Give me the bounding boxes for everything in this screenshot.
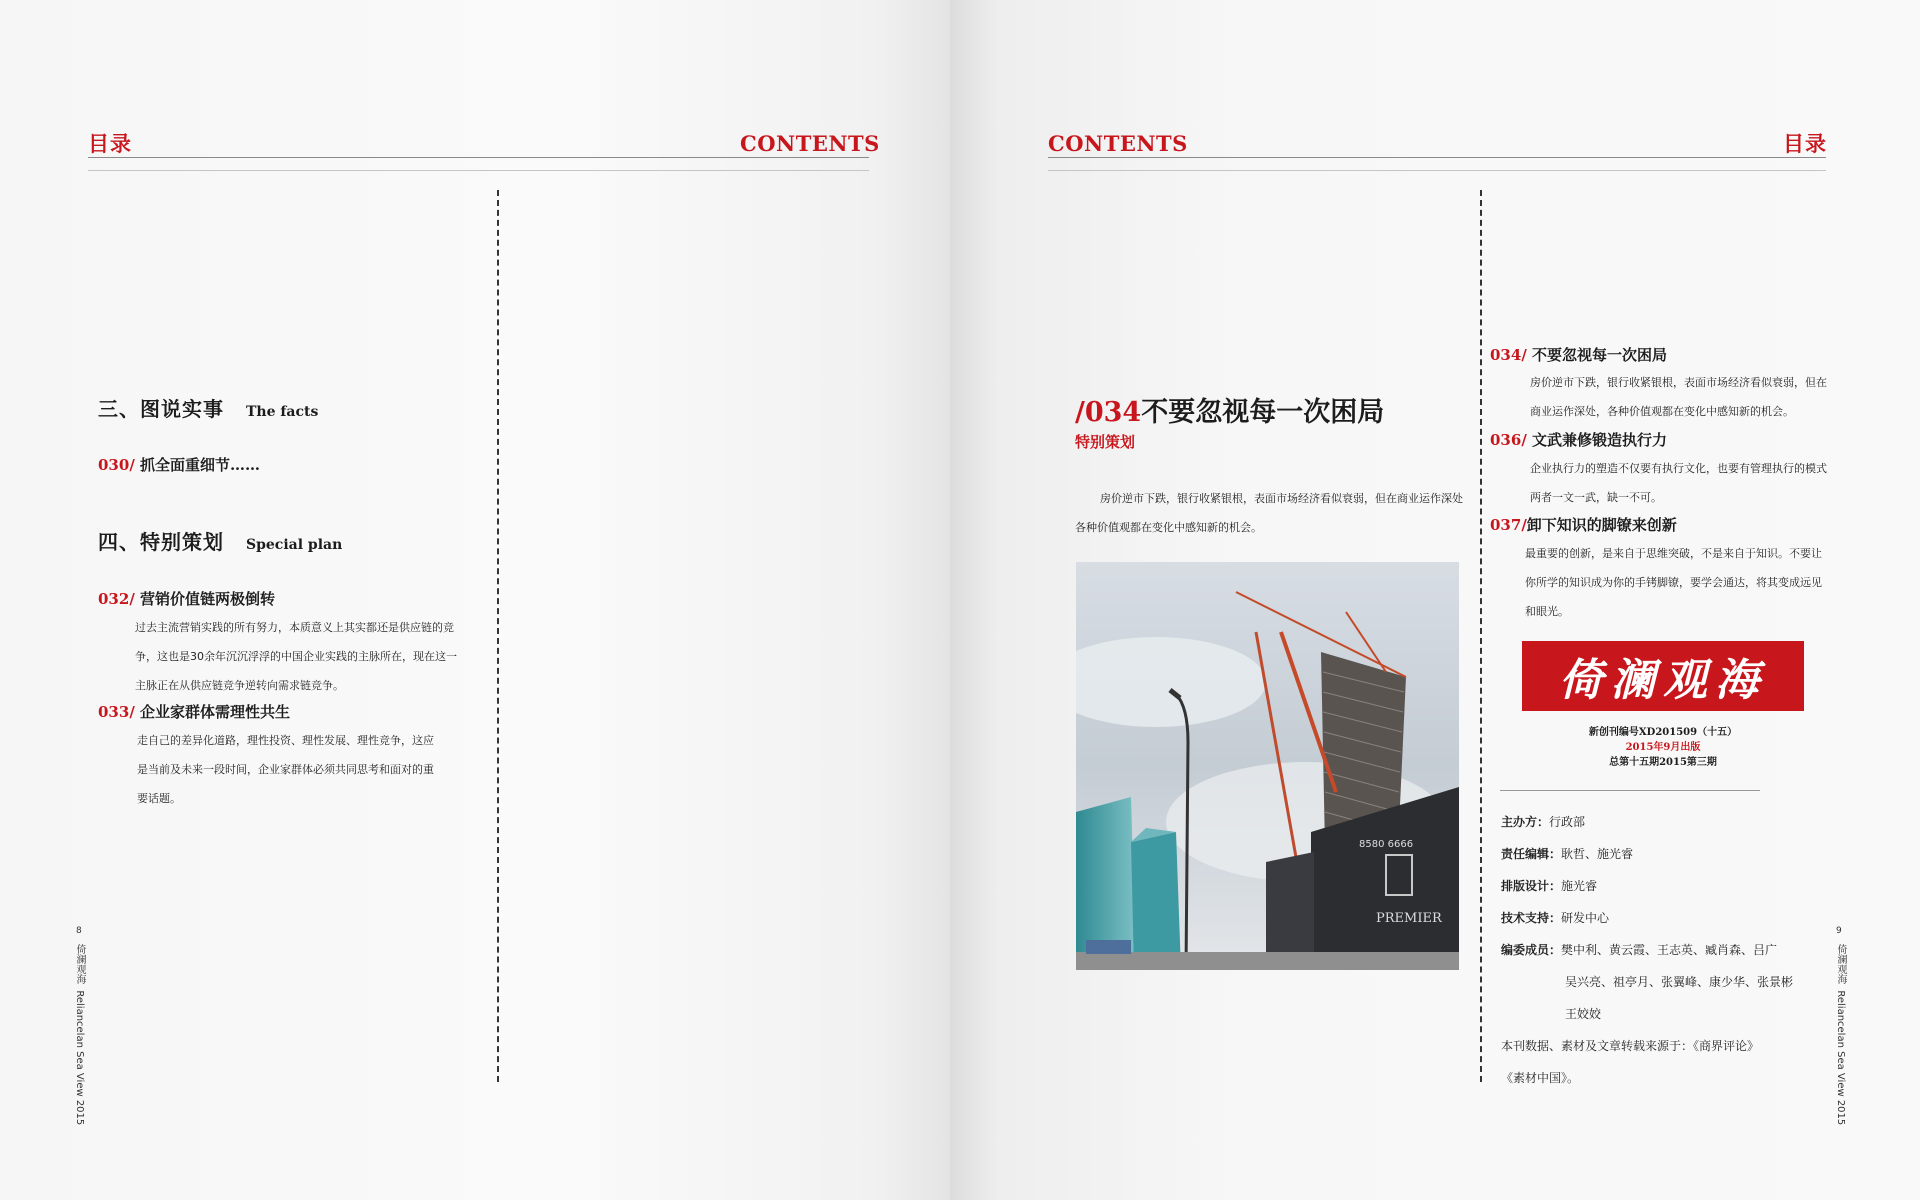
right-header-en: CONTENTS <box>1048 131 1188 156</box>
desc-line: 争，这也是30余年沉沉浮浮的中国企业实践的主脉所在，现在这一 <box>135 650 457 663</box>
toc-entry-title: 不要忽视每一次困局 <box>1532 346 1668 364</box>
sources-line: 本刊数据、素材及文章转载来源于：《商界评论》 <box>1501 1039 1760 1053</box>
section-title-en: Special plan <box>246 537 343 553</box>
toc-entry-number: 030 <box>98 456 130 474</box>
staff-label: 技术支持： <box>1501 911 1562 925</box>
toc-entry-034-desc <box>1530 368 1860 426</box>
right-page-number: 9 <box>1836 926 1842 936</box>
staff-label: 责任编辑： <box>1501 847 1562 861</box>
toc-entry-032-desc <box>135 613 475 700</box>
section-title-cn: 四、特别策划 <box>98 530 224 554</box>
section-title-special <box>98 526 342 555</box>
staff-list <box>1501 806 1831 1094</box>
toc-entry-slash: / <box>1521 431 1533 449</box>
section-title-en: The facts <box>246 404 319 420</box>
toc-entry-036-desc <box>1530 454 1860 512</box>
sign-text: PREMIER <box>1376 911 1442 926</box>
toc-entry-slash: / <box>129 703 141 721</box>
toc-entry-number: 034 <box>1490 346 1522 364</box>
left-header-rule-2 <box>88 170 869 171</box>
feature-title[interactable] <box>1075 390 1384 429</box>
issue-line: 新创刊编号XD201509（十五） <box>1588 727 1738 738</box>
staff-row <box>1501 838 1831 870</box>
toc-entry-036[interactable] <box>1490 429 1667 450</box>
staff-value: 研发中心 <box>1561 911 1610 925</box>
desc-line: 企业执行力的塑造不仅要有执行文化，也要有管理执行的模式 <box>1530 462 1827 475</box>
desc-line: 过去主流营销实践的所有努力，本质意义上其实都还是供应链的竞 <box>135 621 454 634</box>
staff-rule <box>1500 790 1760 791</box>
masthead-logo <box>1522 641 1804 711</box>
staff-value: 施光睿 <box>1561 879 1598 893</box>
desc-line: 商业运作深处，各种价值观都在变化中感知新的机会。 <box>1530 405 1794 418</box>
feature-number: /034 <box>1075 397 1142 428</box>
toc-entry-030[interactable] <box>98 454 260 475</box>
right-column-divider <box>1480 190 1482 1082</box>
toc-entry-title: 文武兼修锻造执行力 <box>1532 431 1668 449</box>
staff-row-continued: 吴兴亮、祖亭月、张翼峰、康少华、张景彬 <box>1565 975 1794 989</box>
feature-photo <box>1076 562 1459 970</box>
left-header-en: CONTENTS <box>740 131 880 156</box>
desc-line: 房价逆市下跌，银行收紧银根，表面市场经济看似衰弱，但在商业运作深处 <box>1100 492 1463 505</box>
desc-line: 最重要的创新，是来自于思维突破，不是来自于知识。不要让 <box>1525 547 1822 560</box>
desc-line: 和眼光。 <box>1525 605 1569 618</box>
left-column-divider <box>497 190 499 1082</box>
desc-line: 走自己的差异化道路，理性投资、理性发展、理性竞争，这应 <box>137 734 434 747</box>
toc-entry-032[interactable] <box>98 588 275 609</box>
toc-entry-slash: / <box>129 456 141 474</box>
desc-line: 各种价值观都在变化中感知新的机会。 <box>1075 521 1262 534</box>
staff-row-continued: 王姣姣 <box>1565 1007 1602 1021</box>
staff-row <box>1501 806 1831 838</box>
toc-entry-slash: / <box>129 590 141 608</box>
right-header-cn: 目录 <box>1783 131 1827 156</box>
staff-value: 耿哲、施光睿 <box>1561 847 1634 861</box>
toc-entry-slash: / <box>1521 516 1527 534</box>
masthead-logo-text: 倚澜观海 <box>1559 655 1767 706</box>
toc-entry-number: 033 <box>98 703 130 721</box>
toc-entry-number: 037 <box>1490 516 1522 534</box>
toc-entry-033[interactable] <box>98 701 290 722</box>
feature-title-text: 不要忽视每一次困局 <box>1141 397 1385 428</box>
left-page <box>0 0 950 1200</box>
side-text-cn: 倚澜观海 <box>74 944 85 984</box>
desc-line: 房价逆市下跌，银行收紧银根，表面市场经济看似衰弱，但在 <box>1530 376 1827 389</box>
desc-line: 两者一文一武，缺一不可。 <box>1530 491 1662 504</box>
desc-line: 要话题。 <box>137 792 181 805</box>
toc-entry-title: 企业家群体需理性共生 <box>140 703 291 721</box>
right-page <box>950 0 1920 1200</box>
right-header-rule-2 <box>1048 170 1826 171</box>
staff-value: 樊中利、黄云霞、王志英、臧肖森、吕广 <box>1561 943 1778 957</box>
desc-line: 你所学的知识成为你的手铐脚镣，要学会通达，将其变成远见 <box>1525 576 1822 589</box>
toc-entry-033-desc <box>137 726 477 813</box>
toc-entry-title: 营销价值链两极倒转 <box>140 590 276 608</box>
left-side-text <box>72 944 87 1125</box>
staff-label: 编委成员： <box>1501 943 1562 957</box>
left-header-cn: 目录 <box>88 131 132 156</box>
skyscraper-photo <box>1076 562 1459 970</box>
feature-category: 特别策划 <box>1075 433 1136 451</box>
staff-label: 排版设计： <box>1501 879 1562 893</box>
left-page-number: 8 <box>76 926 82 936</box>
right-header-rule <box>1048 157 1826 158</box>
issue-line: 总第十五期2015第三期 <box>1609 757 1717 768</box>
issue-line: 2015年9月出版 <box>1625 742 1701 753</box>
staff-row <box>1501 902 1831 934</box>
toc-entry-034[interactable] <box>1490 344 1667 365</box>
desc-line: 是当前及未来一段时间，企业家群体必须共同思考和面对的重 <box>137 763 434 776</box>
toc-entry-037-desc <box>1525 539 1870 626</box>
side-text-en: Reliancelan Sea View 2015 <box>1835 990 1846 1126</box>
section-title-facts <box>98 393 318 422</box>
toc-entry-037[interactable] <box>1490 514 1677 535</box>
toc-entry-title: 卸下知识的脚镣来创新 <box>1526 516 1677 534</box>
right-side-text <box>1833 944 1848 1125</box>
toc-entry-slash: / <box>1521 346 1533 364</box>
feature-desc <box>1075 484 1475 542</box>
toc-entry-number: 036 <box>1490 431 1522 449</box>
staff-value: 行政部 <box>1549 815 1586 829</box>
desc-line: 主脉正在从供应链竞争逆转向需求链竞争。 <box>135 679 344 692</box>
toc-entry-title: 抓全面重细节…… <box>140 456 261 474</box>
staff-label: 主办方： <box>1501 815 1550 829</box>
toc-entry-number: 032 <box>98 590 130 608</box>
sources-line: 《素材中国》。 <box>1501 1071 1580 1085</box>
side-text-en: Reliancelan Sea View 2015 <box>74 990 85 1126</box>
staff-row <box>1501 870 1831 902</box>
section-title-cn: 三、图说实事 <box>98 397 224 421</box>
side-text-cn: 倚澜观海 <box>1835 944 1846 984</box>
masthead-issue-info <box>1522 725 1804 770</box>
staff-row <box>1501 934 1831 966</box>
left-header-rule <box>88 157 869 158</box>
sign-number: 8580 6666 <box>1359 839 1414 850</box>
